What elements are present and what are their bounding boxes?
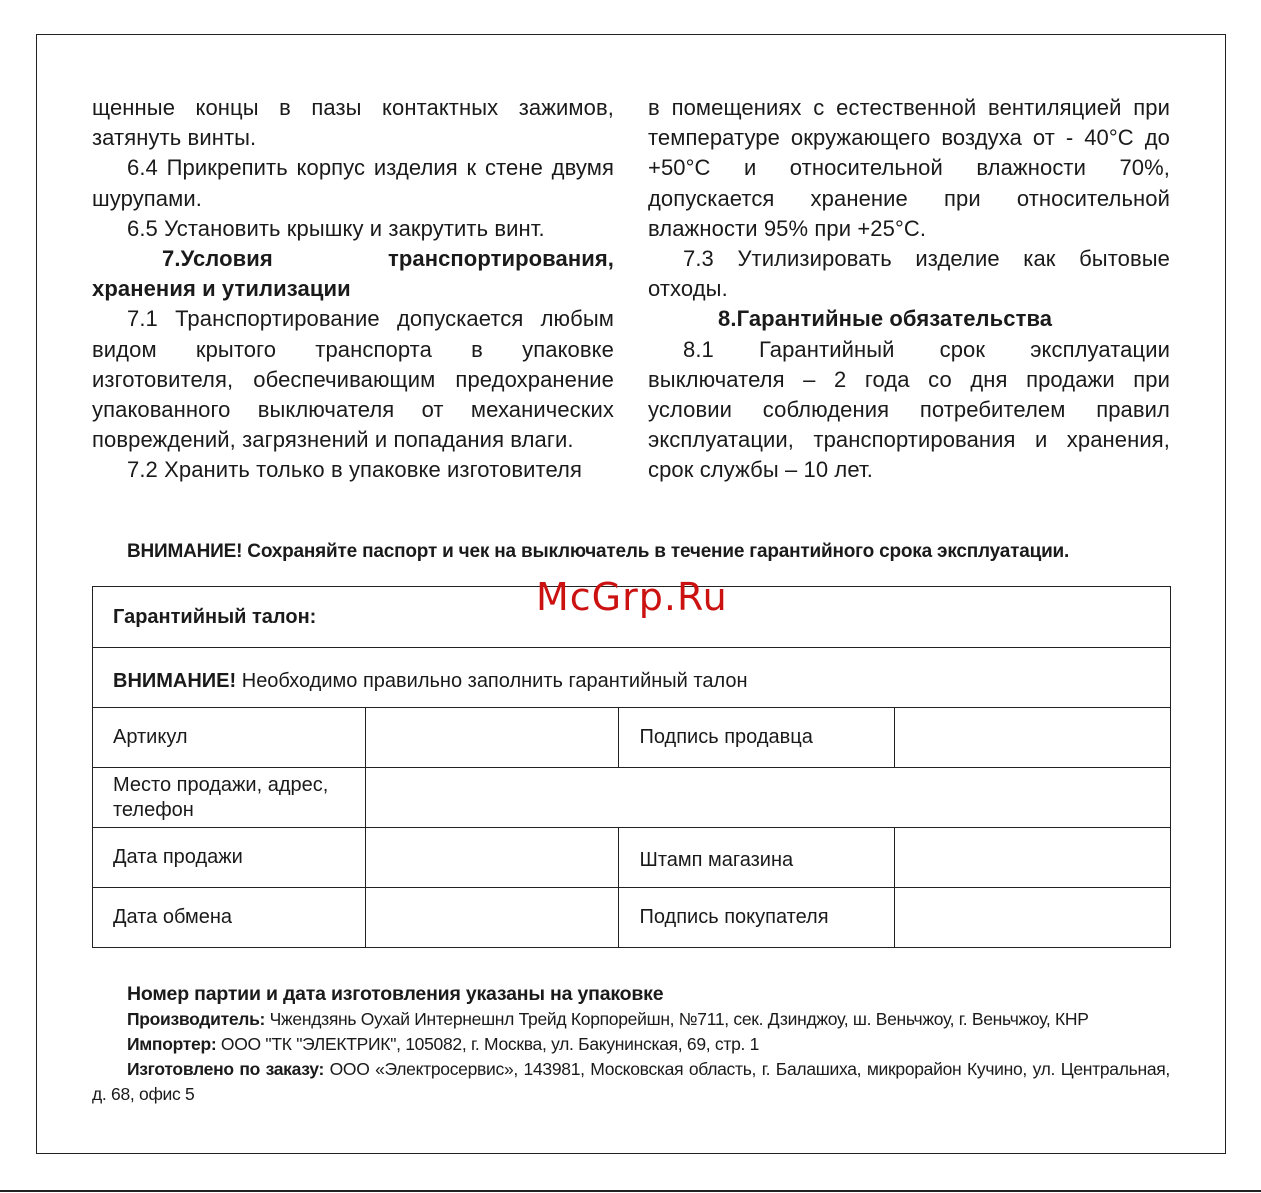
exchange-date-field <box>365 888 619 948</box>
section-number: 6.5 <box>127 215 158 241</box>
paragraph-text: Хранить только в упаковке изготовителя <box>164 457 582 483</box>
paragraph-text: Прикрепить корпус изделия к стене двумя шурупами. <box>92 155 614 211</box>
warranty-card-warning <box>93 648 1171 708</box>
section-number: 6.4 <box>127 155 158 181</box>
manufacturer-label: Производитель: <box>127 1009 266 1029</box>
heading-section-8 <box>648 304 1170 334</box>
paragraph-7-2 <box>92 455 614 485</box>
warning-text: Необходимо правильно заполнить гарантийный талон <box>236 670 748 692</box>
batch-note: Номер партии и дата изготовления указаны на упаковке <box>127 983 664 1005</box>
article-label: Артикул <box>93 708 366 768</box>
heading-text: Условия транспортирования, хранения и утилизации <box>92 246 614 302</box>
importer-line <box>92 1032 1170 1057</box>
section-number: 7. <box>162 246 181 272</box>
footer-info <box>92 982 1170 1107</box>
sale-date-field <box>365 828 619 888</box>
importer-label: Импортер: <box>127 1034 217 1054</box>
manufacturer-line <box>92 1007 1170 1032</box>
article-value-field <box>365 708 619 768</box>
section-number: 7.2 <box>127 457 158 483</box>
section-number: 7.1 <box>127 306 158 332</box>
paragraph-6-4 <box>92 153 614 213</box>
paragraph-7-1 <box>92 304 614 455</box>
place-of-sale-label: Место продажи, адрес, телефон <box>93 768 366 828</box>
paragraph-text: Установить крышку и закрутить винт. <box>164 215 545 241</box>
store-stamp-field <box>895 828 1171 888</box>
watermark-logo: McGrp.Ru <box>536 575 728 619</box>
buyer-signature-label: Подпись покупателя <box>619 888 895 948</box>
store-stamp-label: Штамп магазина <box>619 828 895 888</box>
paragraph-text: Утилизировать изделие как бытовые отходы. <box>648 246 1170 302</box>
place-of-sale-field <box>365 768 1170 828</box>
warranty-card-title: Гарантийный талон: <box>93 587 1171 648</box>
buyer-signature-field <box>895 888 1171 948</box>
seller-signature-field <box>895 708 1171 768</box>
warning-label: ВНИМАНИЕ! <box>113 670 237 692</box>
heading-text: Гарантийные обязательства <box>736 306 1053 332</box>
paragraph-6-5 <box>92 214 614 244</box>
ordered-by-label: Изготовлено по заказу: <box>127 1059 324 1079</box>
exchange-date-label: Дата обмена <box>93 888 366 948</box>
paragraph-text: Гарантийный срок эксплуатации выключателя – 2 года со дня продажи при условии соблюдения потребителем правил эксплуатации, транспортирования и хранения, срок службы – 10 лет. <box>648 336 1170 483</box>
paragraph-text: Транспортирование допускается любым видом крытого транспорта в упаковке изготовителя, обеспечивающим предохранение упакованного выключателя от механических повреждений, загрязнений и попадания влаги. <box>92 306 614 453</box>
warranty-card <box>92 586 1171 948</box>
seller-signature-label: Подпись продавца <box>619 708 895 768</box>
ordered-by-line <box>92 1057 1170 1107</box>
ordered-by-text: ООО «Электросервис», 143981, Московская область, г. Балашиха, микрорайон Кучино, ул. Центральная, д. 68, офис 5 <box>92 1059 1170 1104</box>
importer-text: ООО "ТК "ЭЛЕКТРИК", 105082, г. Москва, ул. Бакунинская, 69, стр. 1 <box>216 1034 760 1054</box>
attention-notice: ВНИМАНИЕ! Сохраняйте паспорт и чек на выключатель в течение гарантийного срока эксплуатации. <box>127 541 1070 562</box>
sale-date-label: Дата продажи <box>93 828 366 888</box>
heading-section-7 <box>92 244 614 304</box>
left-column <box>92 93 614 486</box>
paragraph-7-3 <box>648 244 1170 304</box>
paragraph-8-1 <box>648 335 1170 486</box>
section-number: 8.1 <box>683 336 714 362</box>
section-number: 7.3 <box>683 246 714 272</box>
section-number: 8. <box>718 306 737 332</box>
paragraph-6-3-end: щенные концы в пазы контактных зажимов, затянуть винты. <box>92 95 614 151</box>
paragraph-7-2-cont: в помещениях с естественной вентиляцией при температуре окружающего воздуха от - 40°С до +50°С и относительной влажности 70%, допускается хранение при относительной влажности 95% при +25°С. <box>648 95 1170 241</box>
manufacturer-text: Чжендзянь Оухай Интернешнл Трейд Корпорейшн, №711, сек. Дзинджоу, ш. Веньчжоу, г. Веньчжоу, КНР <box>265 1009 1089 1029</box>
right-column <box>648 93 1170 486</box>
bottom-rule <box>0 1190 1261 1192</box>
